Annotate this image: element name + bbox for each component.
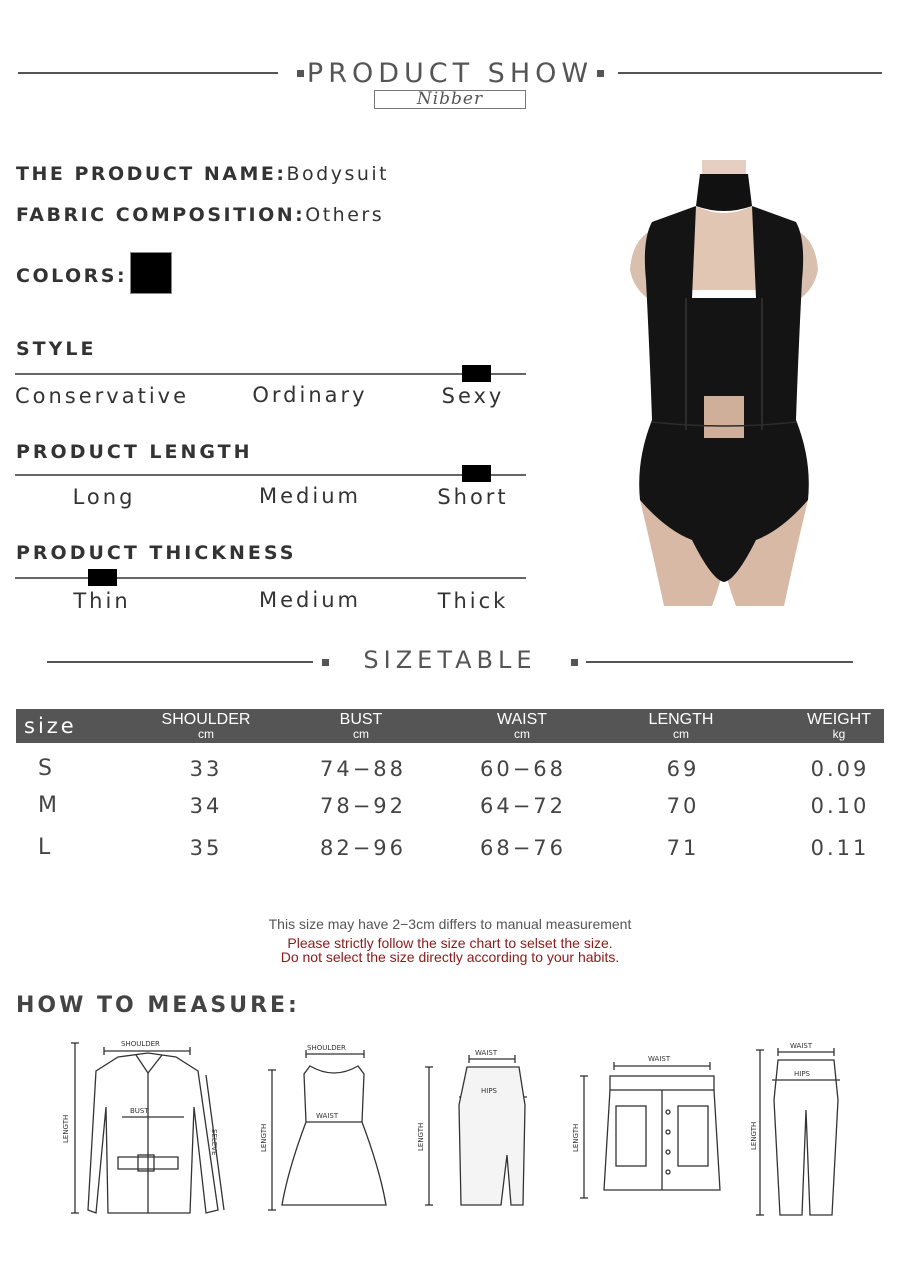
cell-waist: 64−72	[479, 794, 567, 818]
thickness-option-thin: Thin	[73, 589, 131, 613]
length-option-short: Short	[437, 485, 509, 509]
cell-shoulder: 35	[189, 836, 223, 860]
cell-weight: 0.09	[810, 757, 870, 781]
thickness-selected-marker	[88, 569, 117, 586]
style-heading: STYLE	[16, 338, 97, 360]
skirt-diagram	[415, 1045, 545, 1215]
brand-label: Nibber	[374, 90, 526, 109]
cell-waist: 68−76	[479, 836, 567, 860]
size-table-header	[16, 709, 884, 743]
header-rule-right	[618, 72, 882, 74]
cell-length: 70	[666, 794, 700, 818]
cell-bust: 78−92	[319, 794, 407, 818]
page-title: PRODUCT SHOW	[306, 58, 594, 89]
fabric-label: FABRIC COMPOSITION:	[16, 204, 306, 226]
length-heading: PRODUCT LENGTH	[16, 441, 253, 463]
thickness-option-thick: Thick	[437, 589, 509, 613]
dress-waist-label: WAIST	[316, 1112, 339, 1120]
product-photo	[612, 160, 836, 606]
row-size: L	[38, 835, 51, 860]
size-note-warning-1: Please strictly follow the size chart to selset the size.	[287, 935, 613, 951]
row-size: S	[38, 756, 52, 781]
cell-shoulder: 34	[189, 794, 223, 818]
how-to-measure-heading: HOW TO MEASURE:	[16, 993, 300, 1018]
row-size: M	[38, 793, 57, 818]
pants-waist-label: WAIST	[790, 1042, 813, 1050]
style-option-sexy: Sexy	[441, 384, 505, 408]
col-bust: BUST cm	[339, 711, 383, 741]
dress-length-label: LENGTH	[260, 1123, 268, 1152]
cell-bust: 82−96	[319, 836, 407, 860]
pants-diagram	[748, 1040, 858, 1220]
size-note-tolerance: This size may have 2−3cm differs to manual measurement	[268, 916, 632, 932]
dress-diagram	[260, 1040, 400, 1215]
skirt-length-label: LENGTH	[417, 1122, 425, 1151]
style-option-ordinary: Ordinary	[252, 383, 368, 407]
dress-shoulder-label: SHOULDER	[307, 1044, 346, 1052]
fabric-value: Others	[305, 204, 385, 226]
shorts-length-label: LENGTH	[572, 1123, 580, 1152]
shorts-diagram	[570, 1050, 740, 1205]
length-option-long: Long	[72, 485, 136, 509]
cell-bust: 74−88	[319, 757, 407, 781]
sizetable-bullet-right	[571, 659, 578, 666]
cell-length: 69	[666, 757, 700, 781]
sizetable-title: SIZETABLE	[363, 646, 537, 674]
fabric-row	[16, 204, 384, 226]
length-selected-marker	[462, 465, 491, 482]
col-shoulder: SHOULDER cm	[161, 711, 251, 741]
cell-weight: 0.11	[810, 836, 870, 860]
col-waist: WAIST cm	[496, 711, 548, 741]
thickness-heading: PRODUCT THICKNESS	[16, 542, 297, 564]
colors-row	[16, 265, 127, 287]
jacket-bust-label: BUST	[130, 1107, 149, 1115]
length-option-medium: Medium	[259, 484, 361, 508]
pants-hips-label: HIPS	[794, 1070, 810, 1078]
style-option-conservative: Conservative	[14, 384, 190, 408]
cell-shoulder: 33	[189, 757, 223, 781]
col-length: LENGTH cm	[648, 711, 714, 741]
length-scale-line	[15, 474, 526, 476]
cell-waist: 60−68	[479, 757, 567, 781]
header-bullet-right	[597, 70, 604, 77]
style-scale-line	[15, 373, 526, 375]
product-name-value: Bodysuit	[286, 163, 390, 185]
colors-label: COLORS:	[16, 265, 128, 287]
thickness-option-medium: Medium	[259, 588, 361, 612]
color-swatch-black	[130, 252, 172, 294]
pants-length-label: LENGTH	[750, 1121, 758, 1150]
sizetable-rule-right	[586, 661, 853, 663]
style-selected-marker	[462, 365, 491, 382]
size-column-header: size	[24, 714, 77, 738]
size-note-warning-2: Do not select the size directly according to your habits.	[280, 949, 620, 965]
jacket-sleeve-label: SELEVE	[210, 1129, 218, 1156]
cell-length: 71	[666, 836, 700, 860]
cell-weight: 0.10	[810, 794, 870, 818]
product-name-label: THE PRODUCT NAME:	[16, 163, 287, 185]
product-name-row	[16, 163, 389, 185]
skirt-waist-label: WAIST	[475, 1049, 498, 1057]
jacket-shoulder-label: SHOULDER	[121, 1040, 160, 1048]
jacket-diagram	[58, 1035, 233, 1220]
jacket-length-label: LENGTH	[62, 1114, 70, 1143]
skirt-hips-label: HIPS	[481, 1087, 497, 1095]
col-weight: WEIGHT kg	[807, 711, 871, 741]
shorts-waist-label: WAIST	[648, 1055, 671, 1063]
